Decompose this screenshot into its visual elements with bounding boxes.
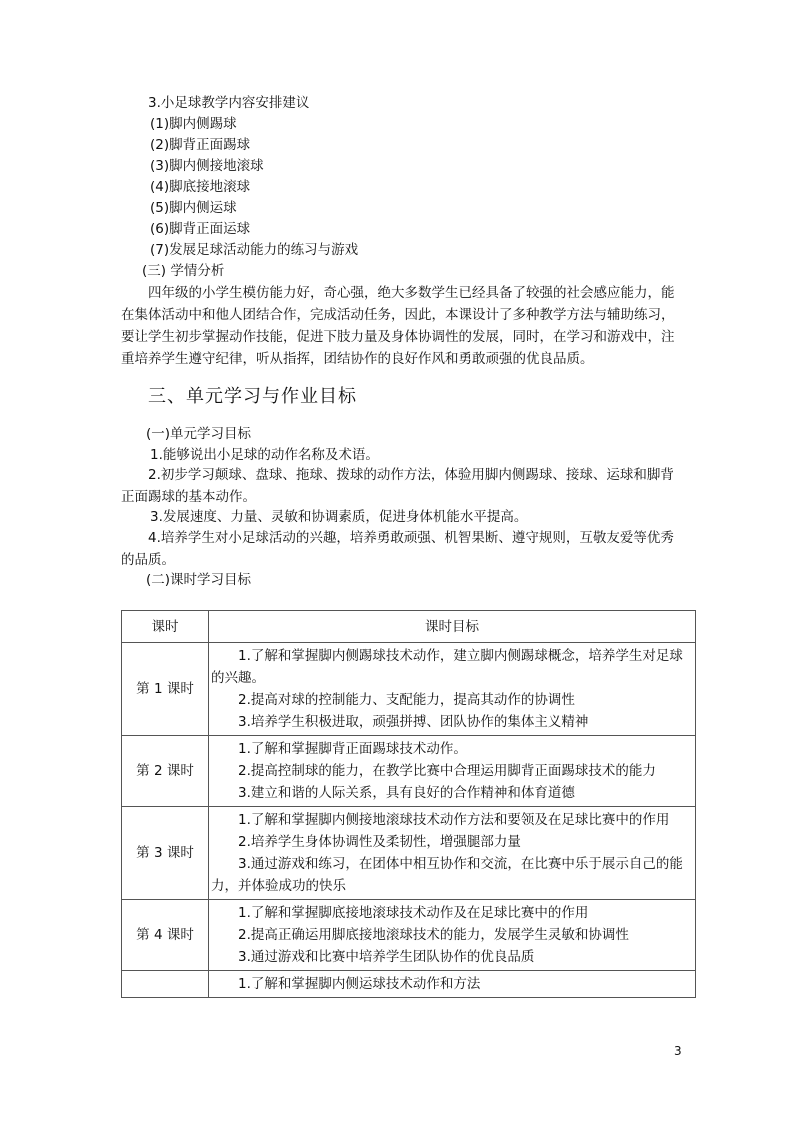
learner-heading: (三) 学情分析 <box>142 263 225 279</box>
list-item: (1)脚内侧踢球 <box>150 116 237 132</box>
goal-line: 2.培养学生身体协调性及柔韧性，增强腿部力量 <box>238 834 521 850</box>
goal-line: 2.提高控制球的能力，在教学比赛中合理运用脚背正面踢球技术的能力 <box>238 763 656 779</box>
column-header: 课时目标 <box>209 611 696 643</box>
unit-goal-item: 2.初步学习颠球、盘球、拖球、拨球的动作方法，体验用脚内侧踢球、接球、运球和脚背正面踢球的基本动作。 <box>121 467 674 505</box>
unit-goal-item: 1.能够说出小足球的动作名称及术语。 <box>150 447 379 463</box>
list-item: (7)发展足球活动能力的练习与游戏 <box>150 242 359 258</box>
lesson-cell: 第 3 课时 <box>122 807 209 900</box>
goal-line: 1.了解和掌握脚底接地滚球技术动作及在足球比赛中的作用 <box>238 905 589 921</box>
list-item: (6)脚背正面运球 <box>150 221 251 237</box>
unit-goal-item: 4.培养学生对小足球活动的兴趣，培养勇敢顽强、机智果断、遵守规则，互敬友爱等优秀的品质。 <box>121 530 674 568</box>
table-row <box>122 736 696 807</box>
goals-cell <box>209 736 696 807</box>
goal-line: 1.了解和掌握脚背正面踢球技术动作。 <box>238 741 467 757</box>
lesson-cell <box>122 971 209 998</box>
chapter-heading: 三、单元学习与作业目标 <box>148 386 357 407</box>
goals-cell <box>209 971 696 998</box>
table-row <box>122 643 696 736</box>
goal-line: 3.建立和谐的人际关系，具有良好的合作精神和体育道德 <box>238 785 575 801</box>
goal-line: 3.通过游戏和练习，在团体中相互协作和交流，在比赛中乐于展示自己的能力，并体验成功的快乐 <box>211 856 683 894</box>
lesson-cell: 第 4 课时 <box>122 900 209 971</box>
page-number: 3 <box>674 1044 682 1058</box>
goals-cell <box>209 643 696 736</box>
goal-line: 1.了解和掌握脚内侧踢球技术动作，建立脚内侧踢球概念，培养学生对足球的兴趣。 <box>211 648 683 686</box>
goals-cell <box>209 807 696 900</box>
goal-line: 1.了解和掌握脚内侧接地滚球技术动作方法和要领及在足球比赛中的作用 <box>238 812 670 828</box>
lesson-goals-table <box>121 610 696 998</box>
column-header: 课时 <box>122 611 209 643</box>
goal-line: 2.提高正确运用脚底接地滚球技术的能力，发展学生灵敏和协调性 <box>238 927 629 943</box>
unit-goal-item: 3.发展速度、力量、灵敏和协调素质，促进身体机能水平提高。 <box>150 509 528 525</box>
list-item: (2)脚背正面踢球 <box>150 137 251 153</box>
goal-line: 1.了解和掌握脚内侧运球技术动作和方法 <box>238 976 481 992</box>
table-row <box>122 900 696 971</box>
section3-title: 3.小足球教学内容安排建议 <box>148 95 310 111</box>
lesson-cell: 第 1 课时 <box>122 643 209 736</box>
goal-line: 3.培养学生积极进取，顽强拼搏、团队协作的集体主义精神 <box>238 714 589 730</box>
goal-line: 2.提高对球的控制能力、支配能力，提高其动作的协调性 <box>238 692 575 708</box>
unit-goals-heading: (一)单元学习目标 <box>146 426 252 442</box>
learner-paragraph: 四年级的小学生模仿能力好，奇心强，绝大多数学生已经具备了较强的社会感应能力，能在集体活动中和他人团结合作，完成活动任务，因此，本课设计了多种教学方法与辅助练习，要让学生初步掌握动作技能，促进下肢力量及身体协调性的发展，同时，在学习和游戏中，注重培养学生遵守纪律，听从指挥，团结协作的良好作风和勇敢顽强的优良品质。 <box>121 285 675 367</box>
table-row <box>122 971 696 998</box>
table-header-row <box>122 611 696 643</box>
table-row <box>122 807 696 900</box>
list-item: (4)脚底接地滚球 <box>150 179 251 195</box>
lesson-goals-heading: (二)课时学习目标 <box>146 572 252 588</box>
goals-cell <box>209 900 696 971</box>
goal-line: 3.通过游戏和比赛中培养学生团队协作的优良品质 <box>238 949 535 965</box>
list-item: (5)脚内侧运球 <box>150 200 237 216</box>
list-item: (3)脚内侧接地滚球 <box>150 158 264 174</box>
lesson-cell: 第 2 课时 <box>122 736 209 807</box>
